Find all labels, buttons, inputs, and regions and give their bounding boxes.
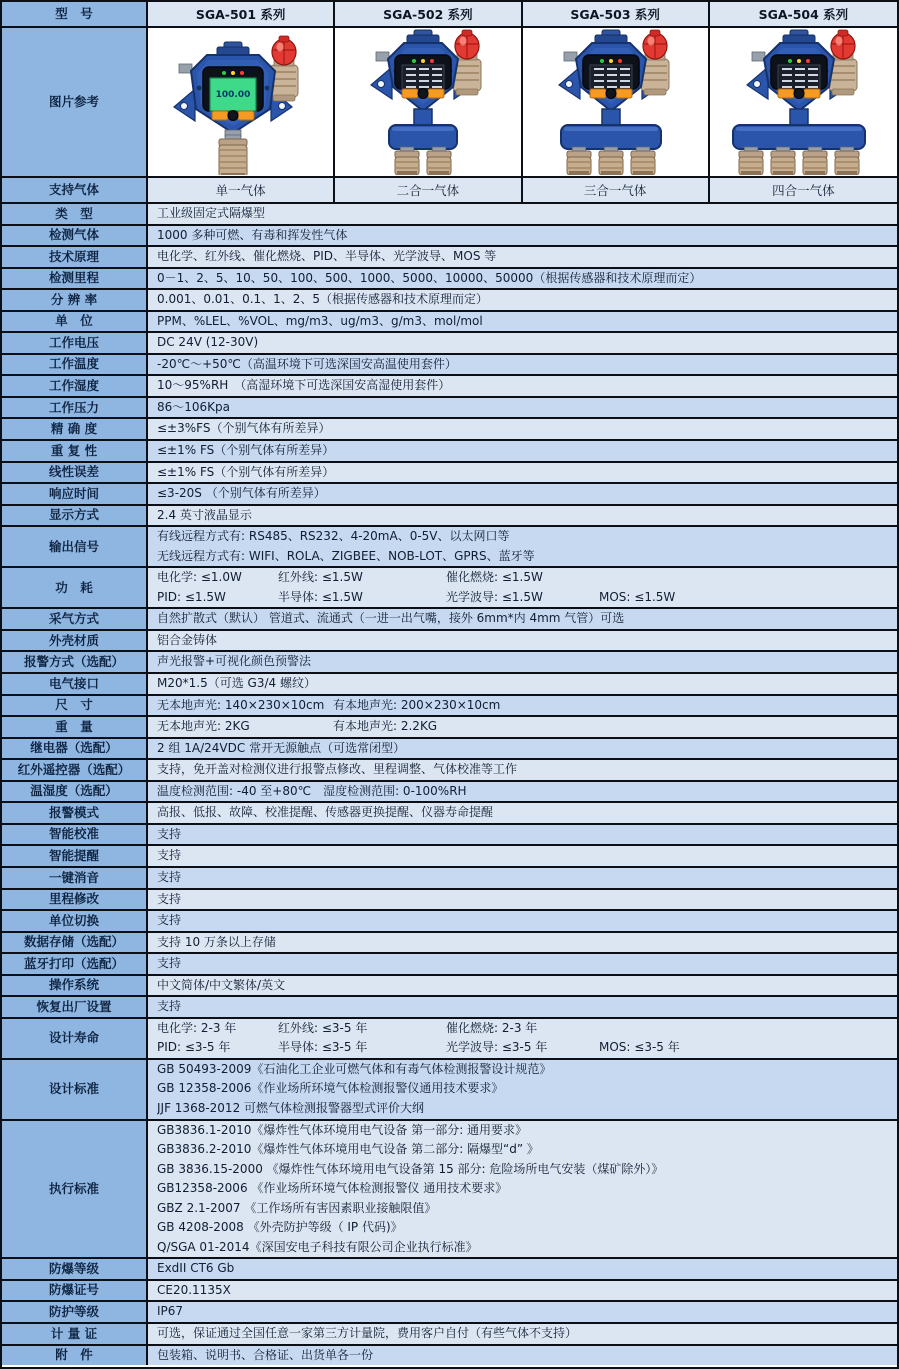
- spec-row-label: 分 辨 率: [2, 290, 148, 310]
- spec-row-label: 智能校准: [2, 825, 148, 845]
- spec-row-value: 电化学、红外线、催化燃烧、PID、半导体、光学波导、MOS 等: [148, 247, 897, 267]
- spec-row: [2, 1019, 897, 1060]
- spec-row: [2, 269, 897, 291]
- spec-row-value: 支持，免开盖对检测仪进行报警点修改、里程调整、气体校准等工作: [148, 760, 897, 780]
- spec-row-label: 数据存储（选配）: [2, 933, 148, 953]
- spec-row-value: 工业级固定式隔爆型: [148, 204, 897, 224]
- spec-segment: 红外线: ≤1.5W: [278, 570, 363, 585]
- spec-row-label: 一键消音: [2, 868, 148, 888]
- spec-segment: MOS: ≤3-5 年: [599, 1040, 680, 1055]
- spec-row-label: 显示方式: [2, 506, 148, 526]
- spec-row: [2, 933, 897, 955]
- spec-row-label: 单位切换: [2, 911, 148, 931]
- spec-row: [2, 1281, 897, 1303]
- spec-row-label: 智能提醒: [2, 846, 148, 866]
- spec-row: [2, 696, 897, 718]
- spec-row-value: 铝合金铸体: [148, 631, 897, 651]
- spec-segment: 光学波导: ≤1.5W: [446, 589, 543, 604]
- spec-row: [2, 1302, 897, 1324]
- spec-row: [2, 846, 897, 868]
- spec-row: [2, 631, 897, 653]
- spec-row-value: 0－1、2、5、10、50、100、500、1000、5000、10000、50000（根据传感器和技术原理而定）: [148, 269, 897, 289]
- spec-segment: 有本地声光: 2.2KG: [333, 719, 438, 734]
- spec-segment: 无本地声光: 2KG: [157, 719, 250, 734]
- spec-row: [2, 463, 897, 485]
- spec-row-label: 单 位: [2, 312, 148, 332]
- spec-row-label: 线性误差: [2, 463, 148, 483]
- spec-row: [2, 976, 897, 998]
- spec-row-value: 1000 多种可燃、有毒和挥发性气体: [148, 226, 897, 246]
- model-name-sga-504: SGA-504 系列: [710, 2, 897, 26]
- spec-segment: 催化燃烧: ≤1.5W: [446, 570, 543, 585]
- spec-row: [2, 506, 897, 528]
- spec-row: [2, 782, 897, 804]
- spec-rows-container: [2, 204, 897, 1365]
- spec-segment: PID: ≤1.5W: [157, 589, 226, 604]
- spec-row: [2, 247, 897, 269]
- spec-row-label: 里程修改: [2, 890, 148, 910]
- spec-row-value: 86～106Kpa: [148, 398, 897, 418]
- spec-row-label: 检测气体: [2, 226, 148, 246]
- spec-row-label: 检测里程: [2, 269, 148, 289]
- spec-row: [2, 1324, 897, 1346]
- spec-row-value: 自然扩散式（默认） 管道式、流通式（一进一出气嘴，接外 6mm*内 4mm 气管）可选: [148, 609, 897, 629]
- spec-row-label: 输出信号: [2, 527, 148, 566]
- row-label-gas: 支持气体: [2, 178, 148, 202]
- spec-row-value: 2.4 英寸液晶显示: [148, 506, 897, 526]
- spec-row-value: 0.001、0.01、0.1、1、2、5（根据传感器和技术原理而定）: [148, 290, 897, 310]
- spec-row: [2, 1121, 897, 1260]
- spec-row: [2, 997, 897, 1019]
- spec-row-label: 报警模式: [2, 803, 148, 823]
- spec-segment: 催化燃烧: 2-3 年: [446, 1020, 538, 1035]
- spec-row-label: 红外遥控器（选配）: [2, 760, 148, 780]
- spec-row: [2, 1060, 897, 1121]
- spec-row-label: 功 耗: [2, 568, 148, 607]
- spec-row-label: 工作电压: [2, 333, 148, 353]
- spec-segment: PID: ≤3-5 年: [157, 1040, 231, 1055]
- spec-row: [2, 954, 897, 976]
- spec-row-label: 设计标准: [2, 1060, 148, 1119]
- spec-row-value: [148, 568, 897, 607]
- gas-type-two-in-one: 二合一气体: [335, 178, 522, 202]
- svg-text:100.00: 100.00: [215, 90, 251, 100]
- spec-row-label: 采气方式: [2, 609, 148, 629]
- spec-row-value: 声光报警+可视化颜色预警法: [148, 652, 897, 672]
- spec-row: [2, 803, 897, 825]
- spec-row: [2, 419, 897, 441]
- spec-row-label: 防爆等级: [2, 1259, 148, 1279]
- spec-row-value: [148, 1019, 897, 1058]
- spec-row: [2, 609, 897, 631]
- spec-row-value: 支持: [148, 846, 897, 866]
- gas-type-four-in-one: 四合一气体: [710, 178, 897, 202]
- spec-row: [2, 376, 897, 398]
- spec-row-label: 技术原理: [2, 247, 148, 267]
- spec-row-value: GB 50493-2009《石油化工企业可燃气体和有毒气体检测报警设计规范》 GB 12358-2006《作业场所环境气体检测报警仪通用技术要求》 JJF 1368-2012 可燃气体检测报警器型式评价大纲: [148, 1060, 897, 1119]
- spec-row: [2, 204, 897, 226]
- spec-row-label: 外壳材质: [2, 631, 148, 651]
- spec-row: [2, 674, 897, 696]
- spec-row-value: PPM、%LEL、%VOL、mg/m3、ug/m3、g/m3、mol/mol: [148, 312, 897, 332]
- spec-row-label: 蓝牙打印（选配）: [2, 954, 148, 974]
- spec-row-label: 工作温度: [2, 355, 148, 375]
- spec-row-value: 支持: [148, 825, 897, 845]
- spec-row: [2, 868, 897, 890]
- spec-row: [2, 568, 897, 609]
- spec-row-value: 支持: [148, 997, 897, 1017]
- spec-row-label: 设计寿命: [2, 1019, 148, 1058]
- spec-row: [2, 652, 897, 674]
- spec-row-value: 支持: [148, 954, 897, 974]
- row-label-model: 型 号: [2, 2, 148, 26]
- spec-row-value: 支持: [148, 911, 897, 931]
- spec-row: [2, 527, 897, 568]
- spec-row-label: 操作系统: [2, 976, 148, 996]
- spec-row: [2, 312, 897, 334]
- spec-row-value: 高报、低报、故障、校准提醒、传感器更换提醒、仪器寿命提醒: [148, 803, 897, 823]
- spec-row-label: 重 复 性: [2, 441, 148, 461]
- spec-row-label: 温湿度（选配）: [2, 782, 148, 802]
- spec-segment: MOS: ≤1.5W: [599, 589, 676, 604]
- spec-row-value: [148, 696, 897, 716]
- model-name-sga-502: SGA-502 系列: [335, 2, 522, 26]
- spec-row: [2, 484, 897, 506]
- spec-segment: 红外线: ≤3-5 年: [278, 1020, 368, 1035]
- spec-row-value: 2 组 1A/24VDC 常开无源触点（可选常闭型）: [148, 739, 897, 759]
- spec-row: [2, 398, 897, 420]
- spec-row-label: 类 型: [2, 204, 148, 224]
- spec-row: [2, 226, 897, 248]
- row-label-image: 图片参考: [2, 28, 148, 176]
- spec-row-label: 尺 寸: [2, 696, 148, 716]
- spec-row-value: 10～95%RH （高湿环境下可选深国安高湿使用套件）: [148, 376, 897, 396]
- spec-row-label: 附 件: [2, 1346, 148, 1366]
- spec-row-label: 工作压力: [2, 398, 148, 418]
- spec-row-label: 电气接口: [2, 674, 148, 694]
- spec-row-value: GB3836.1-2010《爆炸性气体环境用电气设备 第一部分: 通用要求》 GB3836.2-2010《爆炸性气体环境用电气设备 第二部分: 隔爆型“d” 》 GB 3836.15-2000 《爆炸性气体环境用电气设备第 15 部分: 危险场所电气安装（煤矿除外）》 GB12358-2006 《作业场所环境气体检测报警仪 通用技术要求》 GBZ 2.1-2007 《工作场所有害因素职业接触限值》 GB 4208-2008 《外壳防护等级（ IP 代码)》 Q/SGA 01-2014《深国安电子科技有限公司企业执行标准》: [148, 1121, 897, 1258]
- spec-row-value: -20℃～+50℃（高温环境下可选深国安高温使用套件）: [148, 355, 897, 375]
- detector-image-sga-502: [335, 28, 522, 176]
- model-name-sga-501: SGA-501 系列: [148, 2, 335, 26]
- gas-type-three-in-one: 三合一气体: [523, 178, 710, 202]
- model-header-row: [2, 2, 897, 28]
- spec-row: [2, 1346, 897, 1366]
- spec-row: [2, 333, 897, 355]
- spec-row: [2, 717, 897, 739]
- spec-row-value: [148, 717, 897, 737]
- spec-segment: 半导体: ≤1.5W: [278, 589, 363, 604]
- spec-row: [2, 739, 897, 761]
- spec-row-value: 支持 10 万条以上存储: [148, 933, 897, 953]
- spec-row-value: ExdII CT6 Gb: [148, 1259, 897, 1279]
- spec-row: [2, 355, 897, 377]
- spec-row: [2, 890, 897, 912]
- spec-row-label: 继电器（选配）: [2, 739, 148, 759]
- spec-row-label: 防护等级: [2, 1302, 148, 1322]
- gas-type-single: 单一气体: [148, 178, 335, 202]
- spec-segment: 半导体: ≤3-5 年: [278, 1040, 368, 1055]
- spec-segment: 有本地声光: 200×230×10cm: [333, 697, 501, 712]
- spec-row-label: 报警方式（选配）: [2, 652, 148, 672]
- detector-image-sga-503: [523, 28, 710, 176]
- spec-row-label: 响应时间: [2, 484, 148, 504]
- spec-segment: 电化学: ≤1.0W: [157, 570, 242, 585]
- spec-row-label: 执行标准: [2, 1121, 148, 1258]
- spec-row-value: 中文简体/中文繁体/英文: [148, 976, 897, 996]
- spec-row-value: 包装箱、说明书、合格证、出货单各一份: [148, 1346, 897, 1366]
- spec-row-value: ≤±3%FS（个别气体有所差异）: [148, 419, 897, 439]
- spec-row-value: 支持: [148, 890, 897, 910]
- spec-row-value: M20*1.5（可选 G3/4 螺纹）: [148, 674, 897, 694]
- spec-row-value: ≤±1% FS（个别气体有所差异）: [148, 463, 897, 483]
- spec-segment: 无本地声光: 140×230×10cm: [157, 697, 325, 712]
- spec-row: [2, 1259, 897, 1281]
- detector-image-sga-501: [148, 28, 335, 176]
- spec-row-value: 支持: [148, 868, 897, 888]
- spec-segment: 光学波导: ≤3-5 年: [446, 1040, 548, 1055]
- spec-row-value: DC 24V (12-30V): [148, 333, 897, 353]
- spec-row: [2, 911, 897, 933]
- spec-row: [2, 825, 897, 847]
- spec-row: [2, 760, 897, 782]
- spec-row-label: 工作湿度: [2, 376, 148, 396]
- spec-segment: 电化学: 2-3 年: [157, 1020, 237, 1035]
- spec-row-value: 有线远程方式有: RS485、RS232、4-20mA、0-5V、以太网口等 无线远程方式有: WIFI、ROLA、ZIGBEE、NOB-LOT、GPRS、蓝牙等: [148, 527, 897, 566]
- spec-row-label: 重 量: [2, 717, 148, 737]
- detector-image-sga-504: [710, 28, 897, 176]
- spec-row-label: 防爆证号: [2, 1281, 148, 1301]
- spec-row: [2, 290, 897, 312]
- spec-row-value: IP67: [148, 1302, 897, 1322]
- spec-row-label: 精 确 度: [2, 419, 148, 439]
- supported-gas-row: [2, 178, 897, 204]
- spec-row-value: 温度检测范围: -40 至+80℃ 湿度检测范围: 0-100%RH: [148, 782, 897, 802]
- spec-row-label: 计 量 证: [2, 1324, 148, 1344]
- spec-row-value: ≤3-20S （个别气体有所差异）: [148, 484, 897, 504]
- spec-row-value: ≤±1% FS（个别气体有所差异）: [148, 441, 897, 461]
- model-name-sga-503: SGA-503 系列: [523, 2, 710, 26]
- spec-row-value: CE20.1135X: [148, 1281, 897, 1301]
- spec-row: [2, 441, 897, 463]
- spec-row-label: 恢复出厂设置: [2, 997, 148, 1017]
- image-reference-row: [2, 28, 897, 178]
- spec-row-value: 可选，保证通过全国任意一家第三方计量院，费用客户自付（有些气体不支持）: [148, 1324, 897, 1344]
